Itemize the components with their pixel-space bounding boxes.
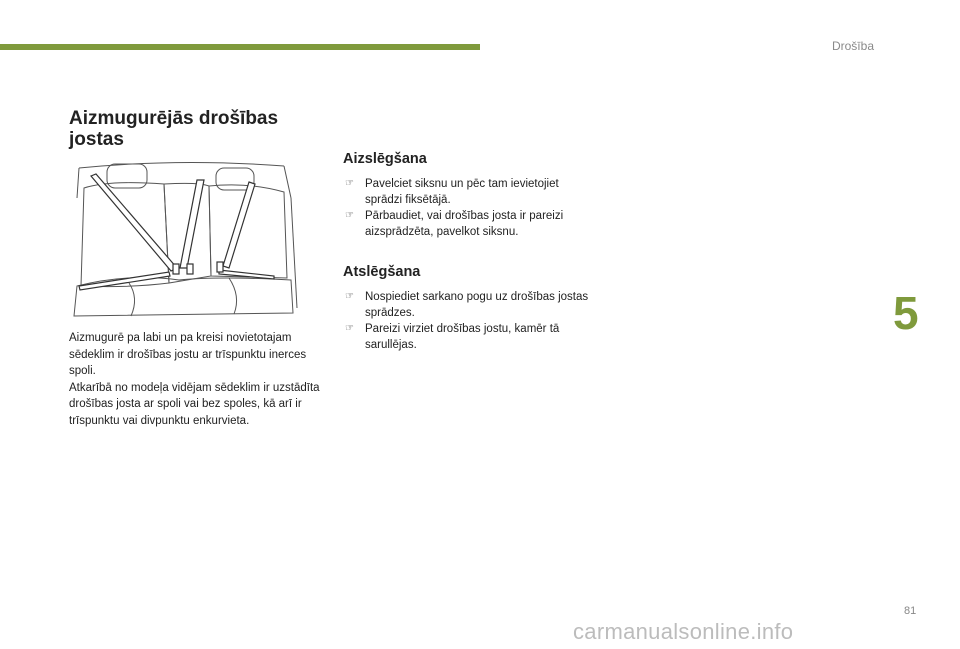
- list-item-text: Pareizi virziet drošības jostu, kamēr tā sarullējas.: [365, 323, 560, 351]
- unfastening-title: Atslēgšana: [343, 264, 421, 280]
- list-item-text: Nospiediet sarkano pogu uz drošības jostas sprādzes.: [365, 291, 589, 319]
- caption-paragraph: Aizmugurē pa labi un pa kreisi novietotajam sēdeklim ir drošības jostu ar trīspunktu inerces spoli.: [69, 332, 307, 377]
- chapter-number: 5: [893, 287, 919, 339]
- fastening-list: [343, 176, 593, 240]
- section-color-bar: [0, 44, 480, 50]
- caption-paragraph: Atkarībā no modeļa vidējam sēdeklim ir uzstādīta drošības josta ar spoli vai bez spoles, kā arī ir trīspunktu vai divpunktu enkurvieta.: [69, 381, 320, 427]
- pointing-hand-icon: ☞: [345, 323, 354, 334]
- section-name: Drošība: [831, 39, 874, 53]
- list-item: [343, 176, 593, 208]
- watermark: carmanualsonline.info: [573, 619, 794, 644]
- pointing-hand-icon: ☞: [345, 210, 354, 221]
- list-item: [343, 321, 593, 353]
- unfastening-list: [343, 289, 593, 353]
- list-item-text: Pārbaudiet, vai drošības josta ir pareizi aizsprādzēta, pavelkot siksnu.: [365, 210, 564, 238]
- illustration-caption: [69, 330, 331, 429]
- pointing-hand-icon: ☞: [345, 178, 354, 189]
- rear-seat-belts-illustration: [69, 158, 301, 323]
- page-number: 81: [904, 605, 917, 617]
- page-title: Aizmugurējās drošības jostas: [69, 108, 279, 150]
- list-item-text: Pavelciet siksnu un pēc tam ievietojiet sprādzi fiksētājā.: [365, 178, 559, 206]
- fastening-title: Aizslēgšana: [343, 151, 427, 167]
- list-item: [343, 208, 593, 240]
- pointing-hand-icon: ☞: [345, 291, 354, 302]
- list-item: [343, 289, 593, 321]
